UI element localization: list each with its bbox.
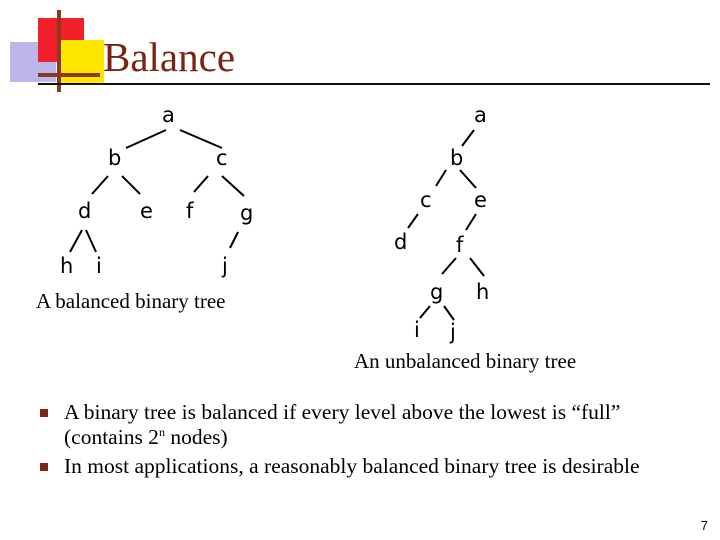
page-number: 7 [700,518,708,533]
balanced-node-b: b [108,146,122,170]
bullet-text-part: A binary tree is balanced if every level above the lowest is “full” (contains 2 [64,400,621,449]
balanced-node-g: g [240,201,254,225]
balanced-node-e: e [140,199,153,223]
slide-title: Balance [103,34,236,80]
edge-c-g-balanced [222,176,244,196]
bullet-square-icon [40,463,48,471]
edge-d-h-balanced [70,230,82,252]
edge-b-e-unbalanced [460,170,476,188]
edge-g-j-balanced [230,232,238,248]
edge-c-f-balanced [194,176,208,192]
unbalanced-node-c: c [420,188,432,212]
balanced-node-c: c [216,146,228,170]
bullet-item [40,454,700,479]
edge-f-g-unbalanced [442,258,456,274]
balanced-node-j: j [222,254,228,278]
balanced-node-d: d [78,199,92,223]
unbalanced-node-f: f [456,233,464,257]
edge-f-h-unbalanced [470,258,484,276]
bullet-text-part: nodes) [164,425,228,449]
balanced-tree-caption: A balanced binary tree [36,289,226,313]
unbalanced-node-g: g [430,280,444,304]
bullet-text: In most applications, a reasonably balanced binary tree is desirable [64,454,640,478]
edge-c-d-unbalanced [408,214,418,228]
balanced-node-i: i [96,254,102,278]
bullet-square-icon [40,409,48,417]
edge-b-c-unbalanced [436,170,446,186]
balanced-node-a: a [162,103,175,127]
unbalanced-node-h: h [476,280,490,304]
edge-a-b-balanced [126,130,166,148]
unbalanced-node-j: j [450,320,456,344]
balanced-node-f: f [186,199,194,223]
unbalanced-node-a: a [474,103,487,127]
edge-a-b-unbalanced [462,130,474,146]
bullet-list [40,400,700,483]
unbalanced-node-b: b [450,146,464,170]
edge-b-e-balanced [122,176,140,194]
bullet-item [40,400,700,450]
edge-g-i-unbalanced [420,306,430,318]
unbalanced-node-i: i [414,318,420,342]
unbalanced-node-e: e [474,188,487,212]
edge-b-d-balanced [92,176,108,194]
edge-g-j-unbalanced [444,306,454,320]
edge-d-i-balanced [86,230,96,252]
unbalanced-tree-caption: An unbalanced binary tree [354,349,577,373]
balanced-node-h: h [60,254,74,278]
edge-e-f-unbalanced [466,214,476,230]
bullet-superscript: n [158,424,165,439]
unbalanced-node-d: d [394,230,408,254]
